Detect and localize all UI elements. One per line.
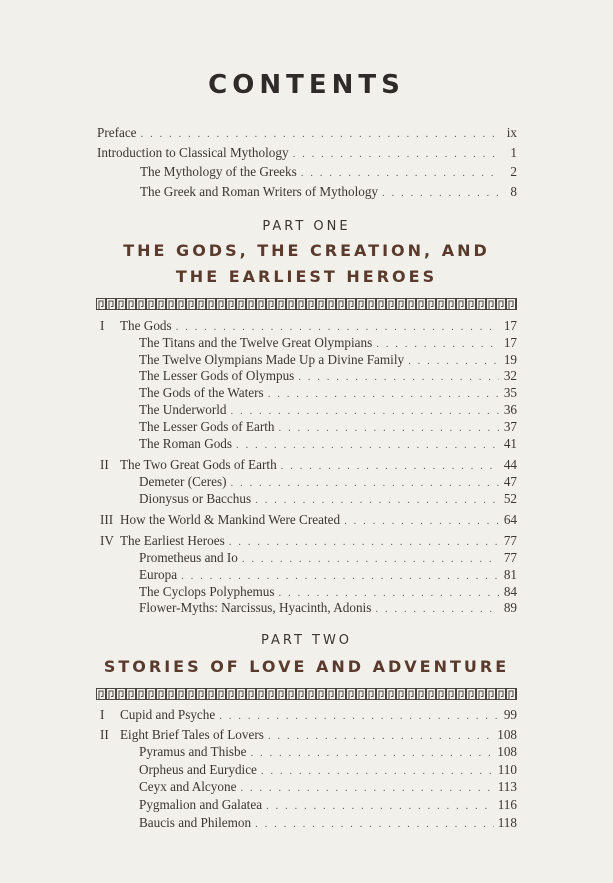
toc-entry-page: 37 [503,418,517,434]
toc-entry-title: Cupid and Psyche [120,707,216,722]
dot-leader [231,475,499,491]
dot-leader [181,568,499,584]
dot-leader [281,458,499,474]
toc-entry-page: 32 [503,368,517,384]
toc-entry-number: II [100,726,109,742]
toc-entry-page: 44 [503,456,517,472]
toc-entry-title: Prometheus and Io [139,549,238,565]
dot-leader [255,492,499,508]
toc-entry [139,779,517,796]
toc-entry-page: 41 [503,435,517,451]
toc-entry [100,457,517,474]
toc-entry [139,567,517,584]
toc-entry-title: The Roman Gods [139,435,233,451]
toc-entry-page: 77 [503,533,517,549]
toc-entry-title: Preface [97,125,137,140]
dot-leader [301,165,499,181]
toc-entry-page: 84 [503,583,517,599]
toc-entry-title: Ceyx and Alcyone [139,779,237,795]
toc-entry-number: I [100,707,105,722]
dot-leader [219,708,499,724]
toc-entry-title: Pygmalion and Galatea [139,797,263,812]
toc-entry [139,815,517,832]
part-one-title-line-2: THE EARLIEST HEROES [175,267,438,286]
toc-entry-title: Pyramus and Thisbe [139,744,247,760]
dot-leader [298,369,499,385]
toc-entry [139,474,517,491]
dot-leader [376,336,499,352]
toc-entry-title: The Lesser Gods of Earth [139,418,275,434]
dot-leader [293,146,499,162]
dot-leader [279,585,499,601]
part-two-title [0,654,613,680]
dot-leader [176,319,499,335]
toc-entry-page: 17 [503,318,517,333]
toc-entry-page: 17 [503,334,517,350]
toc-entry-title: Introduction to Classical Mythology [97,144,289,160]
toc-entry-number: III [100,511,114,527]
toc-entry [140,164,517,181]
toc-entry-page: 116 [497,797,517,812]
toc-entry [139,368,517,385]
toc-entry [100,533,517,550]
toc-entry-title: The Greek and Roman Writers of Mythology [140,183,379,199]
toc-entry-title: The Gods of the Waters [139,385,264,401]
toc-entry-page: 89 [503,600,517,616]
dot-leader [141,126,499,142]
dot-leader [255,816,494,832]
toc-entry-page: 35 [503,385,517,401]
toc-entry [100,512,517,529]
toc-entry-title: Dionysus or Bacchus [139,490,252,506]
dot-leader [382,185,499,201]
toc-entry [97,145,517,162]
toc-entry-number: IV [100,533,114,549]
toc-entry [139,797,517,814]
dot-leader [375,601,499,617]
dot-leader [229,534,499,550]
toc-entry-title: The Titans and the Twelve Great Olympians [139,334,373,350]
toc-entry-page: 110 [497,761,517,777]
toc-entry-page: 108 [497,726,517,742]
toc-entry [97,125,517,142]
toc-entry [139,335,517,352]
part-two-label: PART TWO [260,633,353,648]
toc-entry-title: How the World & Mankind Were Created [120,511,341,527]
toc-entry-page: 118 [497,814,517,830]
dot-leader [266,798,494,814]
toc-entry-page: 108 [497,744,517,760]
dot-leader [261,763,494,779]
toc-entry-page: 81 [503,566,517,582]
dot-leader [242,551,499,567]
toc-entry [139,419,517,436]
toc-entry [139,762,517,779]
toc-entry [139,550,517,567]
toc-entry-title: Flower-Myths: Narcissus, Hyacinth, Adonis [139,600,372,616]
toc-entry-title: The Two Great Gods of Earth [120,456,277,472]
toc-entry [100,707,517,724]
toc-entry [139,491,517,508]
toc-entry-page: 113 [497,779,517,795]
toc-entry-title: Eight Brief Tales of Lovers [120,726,264,742]
dot-leader [408,353,499,369]
toc-entry-page: 64 [503,511,517,527]
toc-entry-page: 2 [510,164,517,179]
toc-entry [100,727,517,744]
toc-entry-page: 36 [503,402,517,417]
greek-key-border-icon [96,298,517,310]
toc-entry-page: 77 [503,549,517,565]
dot-leader [279,420,500,436]
toc-entry-page: 8 [510,183,517,199]
toc-entry-page: ix [506,125,517,140]
dot-leader [268,728,493,744]
toc-entry-title: Europa [139,566,178,582]
toc-entry [139,744,517,761]
toc-entry [139,436,517,453]
dot-leader [231,403,499,419]
toc-entry-title: The Lesser Gods of Olympus [139,368,295,384]
toc-entry-number: II [100,456,109,472]
dot-leader [250,745,493,761]
toc-entry-page: 1 [510,144,517,160]
toc-entry-title: The Twelve Olympians Made Up a Divine Family [139,351,405,367]
toc-entry-title: Baucis and Philemon [139,814,252,830]
toc-entry [140,184,517,201]
toc-entry-page: 99 [503,707,517,722]
part-one-title [0,238,613,290]
toc-entry-title: Orpheus and Eurydice [139,761,257,777]
toc-entry-page: 52 [503,490,517,506]
toc-entry-number: I [100,318,105,333]
toc-entry-page: 19 [503,351,517,367]
part-one-label: PART ONE [262,219,351,234]
toc-entry [100,318,517,335]
toc-entry-title: The Gods [120,318,172,333]
dot-leader [240,780,493,796]
toc-entry-title: Demeter (Ceres) [139,473,227,489]
toc-entry-page: 47 [503,473,517,489]
part-two-title-line-1: STORIES OF LOVE AND ADVENTURE [103,657,510,676]
toc-entry-title: The Underworld [139,402,227,417]
dot-leader [344,513,499,529]
toc-entry [139,600,517,617]
toc-entry-title: The Earliest Heroes [120,533,225,549]
dot-leader [236,437,499,453]
toc-entry [139,352,517,369]
toc-entry-title: The Cyclops Polyphemus [139,583,275,599]
dot-leader [268,386,499,402]
page-title: CONTENTS [208,70,405,100]
greek-key-border-icon [96,688,517,700]
toc-entry [139,385,517,402]
toc-entry [139,584,517,601]
toc-entry-title: The Mythology of the Greeks [140,164,297,179]
part-one-title-line-1: THE GODS, THE CREATION, AND [123,241,490,260]
toc-entry [139,402,517,419]
